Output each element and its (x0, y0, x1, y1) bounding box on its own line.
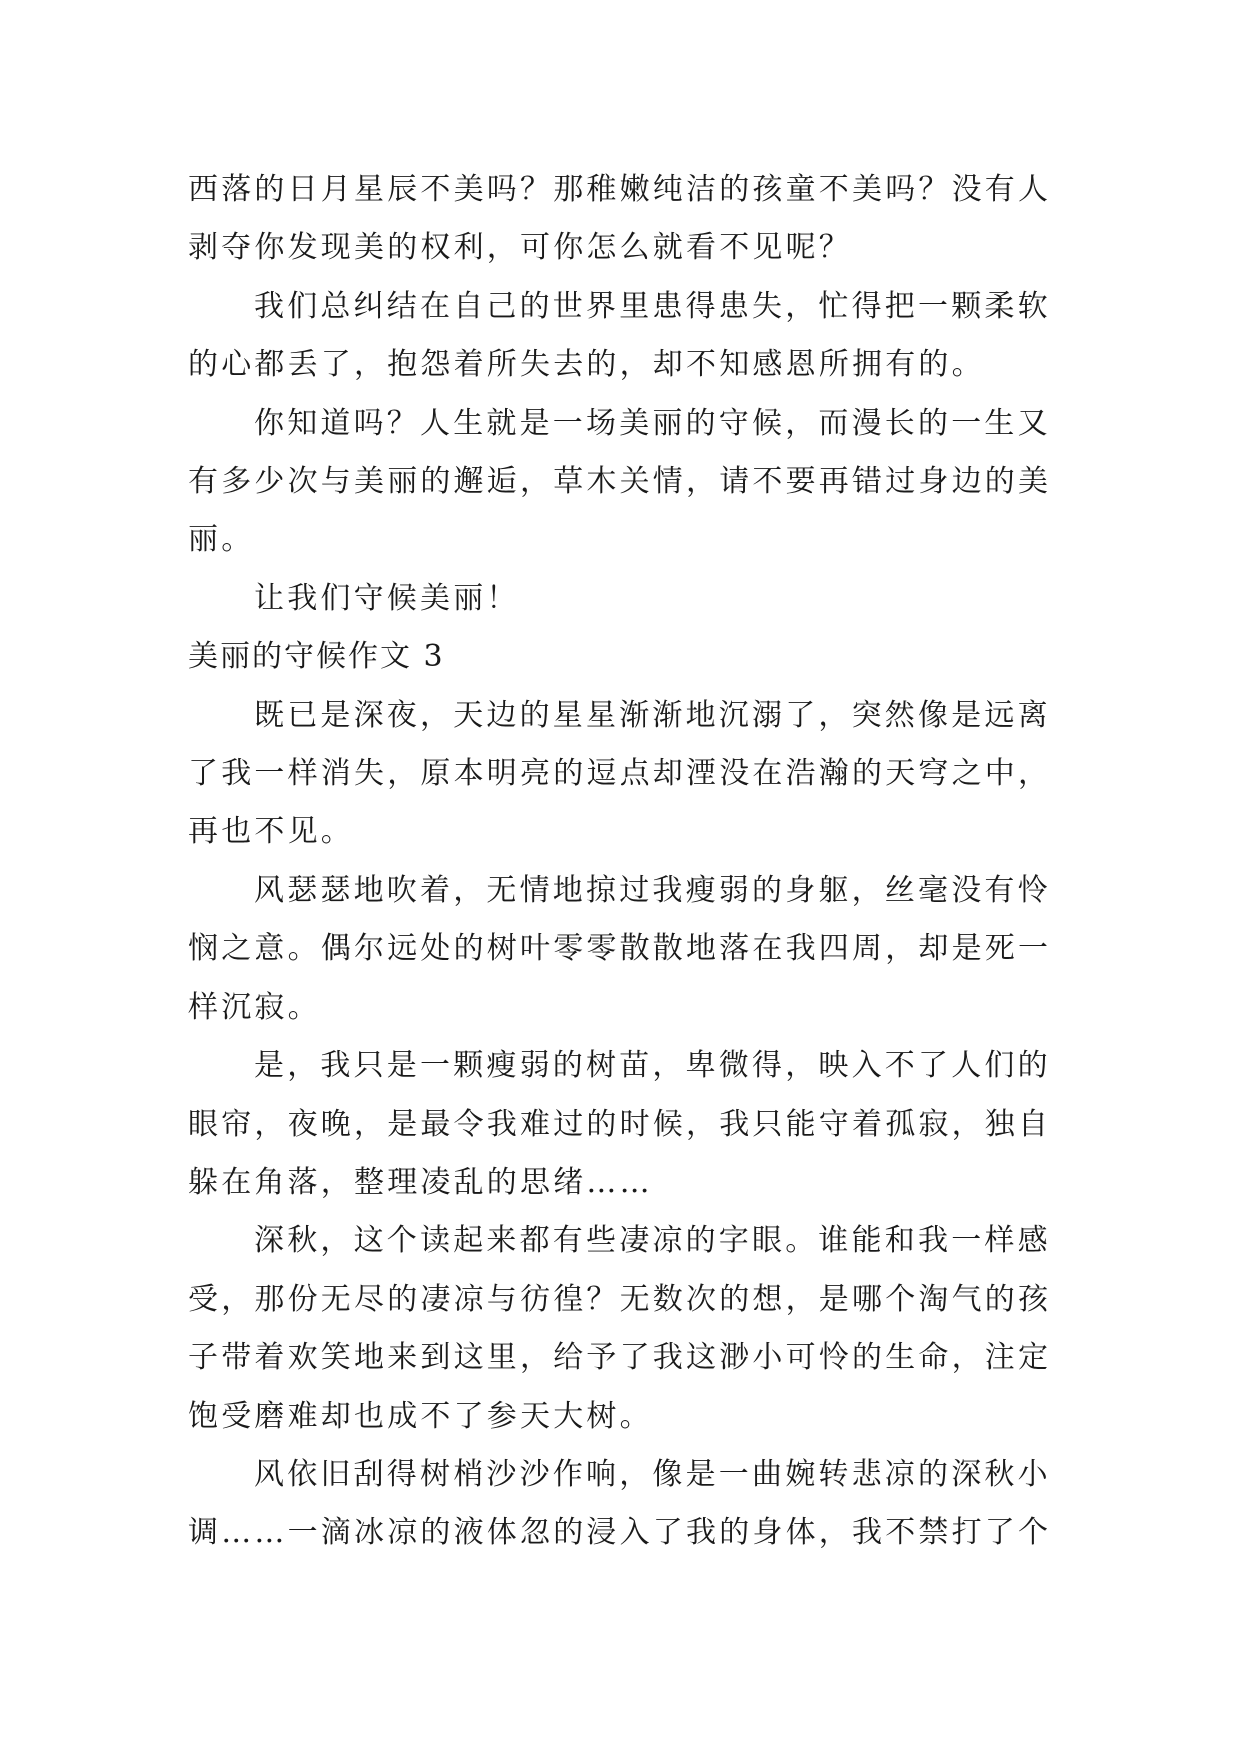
paragraph-7: 是，我只是一颗瘦弱的树苗，卑微得，映入不了人们的眼帘，夜晚，是最令我难过的时候，我只能守着孤寂，独自躲在角落，整理凌乱的思绪…… (188, 1048, 1052, 1200)
document-body (188, 161, 1068, 1563)
paragraph-2: 我们总纠结在自己的世界里患得患失，忙得把一颗柔软的心都丢了，抱怨着所失去的，却不知感恩所拥有的。 (188, 288, 1051, 383)
paragraph-4: 让我们守候美丽！ (254, 580, 520, 616)
paragraph-9: 风依旧刮得树梢沙沙作响，像是一曲婉转悲凉的深秋小调……一滴冰凉的液体忽的浸入了我的身体，我不禁打了个 (188, 1456, 1052, 1551)
section-title: 美丽的守候作文 3 (188, 639, 445, 675)
paragraph-5: 既已是深夜，天边的星星渐渐地沉溺了，突然像是远离了我一样消失，原本明亮的逗点却湮没在浩瀚的天穹之中，再也不见。 (188, 697, 1052, 850)
paragraph-3: 你知道吗？人生就是一场美丽的守候，而漫长的一生又有多少次与美丽的邂逅，草木关情，请不要再错过身边的美丽。 (188, 405, 1052, 558)
paragraph-6: 风瑟瑟地吹着，无情地掠过我瘦弱的身躯，丝毫没有怜悯之意。偶尔远处的树叶零零散散地落在我四周，却是死一样沉寂。 (188, 872, 1052, 1025)
paragraph-8: 深秋，这个读起来都有些凄凉的字眼。谁能和我一样感受，那份无尽的凄凉与彷徨？无数次的想，是哪个淘气的孩子带着欢笑地来到这里，给予了我这渺小可怜的生命，注定饱受磨难却也成不了参天大树。 (188, 1223, 1052, 1434)
paragraph-1: 西落的日月星辰不美吗？那稚嫩纯洁的孩童不美吗？没有人剥夺你发现美的权利，可你怎么就看不见呢？ (188, 172, 1052, 266)
